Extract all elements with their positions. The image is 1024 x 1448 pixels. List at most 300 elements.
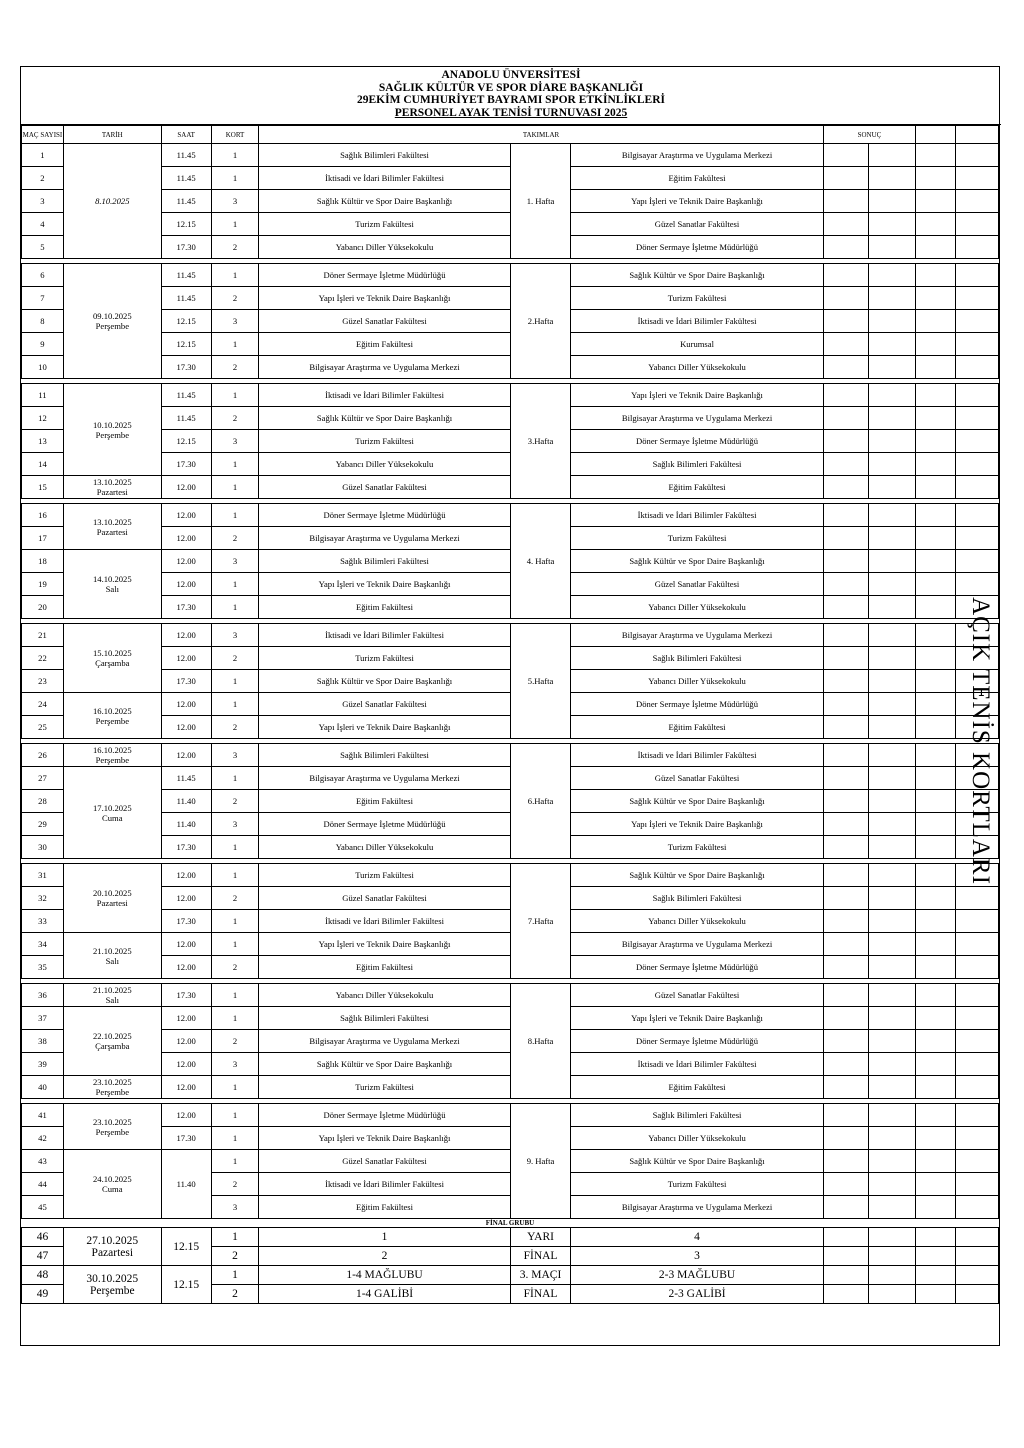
result-extra [916, 767, 956, 790]
team-b: 3 [571, 1247, 823, 1266]
match-row [22, 476, 999, 499]
match-court: 1 [211, 864, 259, 887]
team-b: Bilgisayar Araştırma ve Uygulama Merkezi [571, 624, 823, 647]
result-extra [916, 790, 956, 813]
match-row [22, 1030, 999, 1053]
team-b: Sağlık Bilimleri Fakültesi [571, 453, 823, 476]
match-time: 12.00 [161, 624, 211, 647]
match-court: 2 [211, 1247, 259, 1266]
match-time: 12.15 [161, 213, 211, 236]
result-extra [916, 1285, 956, 1304]
result-extra [916, 744, 956, 767]
match-row [22, 1007, 999, 1030]
score-b [869, 1173, 916, 1196]
match-row [22, 430, 999, 453]
date-value: 30.10.2025 [86, 1272, 139, 1285]
match-number: 18 [22, 550, 64, 573]
match-time: 11.45 [161, 144, 211, 167]
team-b: 2-3 MAĞLUBU [571, 1266, 823, 1285]
score-b [869, 790, 916, 813]
team-b: Sağlık Kültür ve Spor Daire Başkanlığı [571, 864, 823, 887]
score-b [869, 144, 916, 167]
score-a [823, 790, 869, 813]
col-header-blank [916, 126, 956, 144]
result-extra [916, 573, 956, 596]
score-b [869, 333, 916, 356]
score-b [869, 213, 916, 236]
final-group-header [22, 1219, 999, 1228]
date-value: 8.10.2025 [95, 196, 130, 206]
team-b: Güzel Sanatlar Fakültesi [571, 767, 823, 790]
score-b [869, 767, 916, 790]
match-number: 42 [22, 1127, 64, 1150]
result-extra [916, 624, 956, 647]
match-row [22, 744, 999, 767]
match-row [22, 550, 999, 573]
match-court: 2 [211, 647, 259, 670]
day-name: Cuma [102, 1184, 123, 1194]
final-match-row [22, 1266, 999, 1285]
team-a: Sağlık Kültür ve Spor Daire Başkanlığı [259, 190, 510, 213]
team-a: Sağlık Bilimleri Fakültesi [259, 144, 510, 167]
match-time: 17.30 [161, 453, 211, 476]
score-a [823, 1076, 869, 1099]
team-a: 1-4 GALİBİ [259, 1285, 510, 1304]
match-court: 2 [211, 1285, 259, 1304]
team-a: Yapı İşleri ve Teknik Daire Başkanlığı [259, 573, 510, 596]
date-value: 23.10.2025 [92, 1077, 132, 1087]
team-b: Sağlık Kültür ve Spor Daire Başkanlığı [571, 790, 823, 813]
score-b [869, 190, 916, 213]
score-b [869, 384, 916, 407]
score-b [869, 647, 916, 670]
match-court: 2 [211, 1030, 259, 1053]
team-b: Güzel Sanatlar Fakültesi [571, 573, 823, 596]
score-a [823, 1247, 869, 1266]
score-a [823, 647, 869, 670]
date-value: 27.10.2025 [86, 1234, 139, 1247]
result-extra [916, 1030, 956, 1053]
score-b [869, 167, 916, 190]
result-extra [916, 550, 956, 573]
match-court: 1 [211, 1228, 259, 1247]
match-schedule-table [21, 125, 999, 1304]
match-row [22, 864, 999, 887]
result-extra [916, 453, 956, 476]
column-header-row [22, 126, 999, 144]
match-number: 16 [22, 504, 64, 527]
match-number: 31 [22, 864, 64, 887]
match-row [22, 504, 999, 527]
match-court: 1 [211, 1104, 259, 1127]
date-value: 16.10.2025 [92, 705, 132, 716]
match-court: 1 [211, 144, 259, 167]
day-name: Perşembe [95, 755, 130, 765]
score-b [869, 1007, 916, 1030]
result-extra [916, 264, 956, 287]
match-row [22, 624, 999, 647]
team-b: Turizm Fakültesi [571, 287, 823, 310]
round-label: FİNAL [510, 1247, 571, 1266]
match-court: 3 [211, 430, 259, 453]
score-b [869, 933, 916, 956]
match-time: 17.30 [161, 236, 211, 259]
team-a: Turizm Fakültesi [259, 1076, 510, 1099]
match-number: 11 [22, 384, 64, 407]
match-number: 4 [22, 213, 64, 236]
match-number: 29 [22, 813, 64, 836]
match-time: 12.00 [161, 1104, 211, 1127]
score-a [823, 1228, 869, 1247]
team-b: Döner Sermaye İşletme Müdürlüğü [571, 1030, 823, 1053]
match-row [22, 167, 999, 190]
match-date [63, 476, 161, 499]
result-extra [916, 1150, 956, 1173]
team-a: 1-4 MAĞLUBU [259, 1266, 510, 1285]
day-name: Cuma [102, 812, 123, 823]
week-label: 3.Hafta [510, 384, 571, 499]
score-a [823, 956, 869, 979]
score-a [823, 407, 869, 430]
day-name: Salı [105, 584, 119, 594]
result-extra [916, 813, 956, 836]
week-label: 2.Hafta [510, 264, 571, 379]
result-extra [916, 1076, 956, 1099]
result-extra [916, 504, 956, 527]
score-a [823, 1007, 869, 1030]
score-a [823, 1173, 869, 1196]
team-b: Bilgisayar Araştırma ve Uygulama Merkezi [571, 1196, 823, 1219]
match-number: 6 [22, 264, 64, 287]
col-header-takimlar: TAKIMLAR [259, 126, 823, 144]
score-a [823, 910, 869, 933]
team-a: Eğitim Fakültesi [259, 790, 510, 813]
col-header-kort: KORT [211, 126, 259, 144]
match-number: 38 [22, 1030, 64, 1053]
result-extra [916, 670, 956, 693]
team-b: Kurumsal [571, 333, 823, 356]
score-b [869, 1030, 916, 1053]
score-b [869, 1285, 916, 1304]
match-time: 12.00 [161, 550, 211, 573]
result-extra [916, 1266, 956, 1285]
team-a: Güzel Sanatlar Fakültesi [259, 476, 510, 499]
match-date [63, 550, 161, 619]
match-row [22, 813, 999, 836]
day-name: Çarşamba [95, 1041, 130, 1051]
result-extra [916, 167, 956, 190]
score-b [869, 984, 916, 1007]
match-number: 21 [22, 624, 64, 647]
match-number: 28 [22, 790, 64, 813]
day-name: Perşembe [95, 715, 130, 726]
round-label: 3. MAÇI [510, 1266, 571, 1285]
match-time: 12.00 [161, 864, 211, 887]
match-row [22, 836, 999, 859]
result-extra [916, 1007, 956, 1030]
score-b [869, 1247, 916, 1266]
match-court: 1 [211, 1076, 259, 1099]
team-a: Bilgisayar Araştırma ve Uygulama Merkezi [259, 1030, 510, 1053]
score-b [869, 407, 916, 430]
score-a [823, 356, 869, 379]
week-label: 5.Hafta [510, 624, 571, 739]
team-b: Sağlık Bilimleri Fakültesi [571, 647, 823, 670]
match-court: 1 [211, 384, 259, 407]
score-a [823, 333, 869, 356]
team-b: Yapı İşleri ve Teknik Daire Başkanlığı [571, 190, 823, 213]
team-a: Döner Sermaye İşletme Müdürlüğü [259, 504, 510, 527]
score-a [823, 1127, 869, 1150]
score-a [823, 310, 869, 333]
score-b [869, 1196, 916, 1219]
team-a: Turizm Fakültesi [259, 213, 510, 236]
match-number: 8 [22, 310, 64, 333]
result-extra [916, 527, 956, 550]
match-number: 26 [22, 744, 64, 767]
match-number: 32 [22, 887, 64, 910]
match-date [63, 984, 161, 1007]
match-time: 12.00 [161, 744, 211, 767]
score-a [823, 1196, 869, 1219]
team-a: Turizm Fakültesi [259, 864, 510, 887]
match-time: 12.15 [161, 333, 211, 356]
match-row [22, 144, 999, 167]
team-a: Güzel Sanatlar Fakültesi [259, 887, 510, 910]
team-b: Yabancı Diller Yüksekokulu [571, 1127, 823, 1150]
match-court: 1 [211, 767, 259, 790]
score-b [869, 430, 916, 453]
match-court: 1 [211, 596, 259, 619]
final-match-row [22, 1228, 999, 1247]
match-court: 1 [211, 573, 259, 596]
match-time: 12.00 [161, 527, 211, 550]
court-side-label: AÇIK TENİS KORTLARI [966, 597, 994, 885]
week-label: 4. Hafta [510, 504, 571, 619]
week-label: 6.Hafta [510, 744, 571, 859]
team-a: Bilgisayar Araştırma ve Uygulama Merkezi [259, 527, 510, 550]
match-number: 24 [22, 693, 64, 716]
score-a [823, 670, 869, 693]
match-number: 48 [22, 1266, 64, 1285]
date-value: 13.10.2025 [92, 477, 132, 487]
match-date [63, 144, 161, 259]
match-number: 10 [22, 356, 64, 379]
match-row [22, 287, 999, 310]
score-a [823, 864, 869, 887]
match-court: 1 [211, 453, 259, 476]
match-number: 30 [22, 836, 64, 859]
col-header-saat: SAAT [161, 126, 211, 144]
score-b [869, 550, 916, 573]
team-b: Sağlık Kültür ve Spor Daire Başkanlığı [571, 264, 823, 287]
match-time: 11.45 [161, 264, 211, 287]
team-b: Eğitim Fakültesi [571, 716, 823, 739]
match-number: 46 [22, 1228, 64, 1247]
team-b: İktisadi ve İdari Bilimler Fakültesi [571, 504, 823, 527]
match-time: 12.00 [161, 1007, 211, 1030]
score-b [869, 1228, 916, 1247]
team-a: Sağlık Bilimleri Fakültesi [259, 1007, 510, 1030]
result-extra [916, 836, 956, 859]
result-extra [916, 213, 956, 236]
match-row [22, 573, 999, 596]
team-b: Yabancı Diller Yüksekokulu [571, 356, 823, 379]
match-court: 3 [211, 1196, 259, 1219]
header-line-1: ANADOLU ÜNVERSİTESİ [441, 69, 581, 81]
match-row [22, 213, 999, 236]
result-extra [916, 1173, 956, 1196]
col-header-sonuc: SONUÇ [823, 126, 916, 144]
match-number: 47 [22, 1247, 64, 1266]
match-row [22, 596, 999, 619]
team-a: Sağlık Kültür ve Spor Daire Başkanlığı [259, 670, 510, 693]
match-row [22, 264, 999, 287]
score-a [823, 596, 869, 619]
team-a: Turizm Fakültesi [259, 430, 510, 453]
match-court: 2 [211, 716, 259, 739]
date-value: 15.10.2025 [92, 648, 132, 658]
match-date [63, 1150, 161, 1219]
team-a: Güzel Sanatlar Fakültesi [259, 1150, 510, 1173]
team-a: Yabancı Diller Yüksekokulu [259, 836, 510, 859]
result-extra [916, 956, 956, 979]
match-row [22, 984, 999, 1007]
result-extra [916, 1104, 956, 1127]
match-number: 33 [22, 910, 64, 933]
match-date [63, 264, 161, 379]
match-court: 1 [211, 504, 259, 527]
score-b [869, 476, 916, 499]
team-a: Güzel Sanatlar Fakültesi [259, 693, 510, 716]
score-a [823, 813, 869, 836]
match-time: 12.00 [161, 887, 211, 910]
team-a: Döner Sermaye İşletme Müdürlüğü [259, 1104, 510, 1127]
score-b [869, 504, 916, 527]
match-row [22, 647, 999, 670]
team-a: Yapı İşleri ve Teknik Daire Başkanlığı [259, 933, 510, 956]
score-a [823, 1053, 869, 1076]
match-number: 44 [22, 1173, 64, 1196]
team-b: 2-3 GALİBİ [571, 1285, 823, 1304]
match-court: 3 [211, 190, 259, 213]
match-date [63, 864, 161, 933]
match-row [22, 310, 999, 333]
team-a: İktisadi ve İdari Bilimler Fakültesi [259, 1173, 510, 1196]
team-a: 1 [259, 1228, 510, 1247]
day-name: Çarşamba [95, 658, 130, 668]
match-number: 45 [22, 1196, 64, 1219]
result-extra [916, 430, 956, 453]
match-number: 36 [22, 984, 64, 1007]
match-court: 3 [211, 624, 259, 647]
team-a: İktisadi ve İdari Bilimler Fakültesi [259, 384, 510, 407]
match-number: 2 [22, 167, 64, 190]
score-b [869, 1104, 916, 1127]
score-a [823, 984, 869, 1007]
team-b: Yapı İşleri ve Teknik Daire Başkanlığı [571, 1007, 823, 1030]
team-a: Yabancı Diller Yüksekokulu [259, 236, 510, 259]
result-extra [916, 356, 956, 379]
score-b [869, 693, 916, 716]
match-time: 12.00 [161, 573, 211, 596]
match-date [63, 1104, 161, 1150]
score-a [823, 887, 869, 910]
score-a [823, 767, 869, 790]
score-a [823, 933, 869, 956]
match-time: 12.00 [161, 1030, 211, 1053]
match-number: 12 [22, 407, 64, 430]
date-value: 24.10.2025 [92, 1174, 132, 1184]
score-a [823, 550, 869, 573]
team-a: Sağlık Kültür ve Spor Daire Başkanlığı [259, 407, 510, 430]
score-a [823, 1266, 869, 1285]
team-a: Sağlık Kültür ve Spor Daire Başkanlığı [259, 1053, 510, 1076]
team-a: İktisadi ve İdari Bilimler Fakültesi [259, 624, 510, 647]
day-name: Pazartesi [96, 526, 128, 537]
match-row [22, 1076, 999, 1099]
score-b [869, 287, 916, 310]
match-time: 12.15 [161, 1228, 211, 1266]
result-extra [916, 933, 956, 956]
team-b: Yapı İşleri ve Teknik Daire Başkanlığı [571, 813, 823, 836]
match-court: 1 [211, 476, 259, 499]
day-name: Salı [105, 955, 119, 966]
team-b: Döner Sermaye İşletme Müdürlüğü [571, 956, 823, 979]
match-court: 1 [211, 933, 259, 956]
match-number: 49 [22, 1285, 64, 1304]
match-time: 17.30 [161, 1127, 211, 1150]
match-court: 1 [211, 333, 259, 356]
match-court: 1 [211, 264, 259, 287]
match-number: 19 [22, 573, 64, 596]
team-b: Yabancı Diller Yüksekokulu [571, 670, 823, 693]
match-number: 9 [22, 333, 64, 356]
score-b [869, 744, 916, 767]
match-time: 12.00 [161, 1076, 211, 1099]
team-b: Eğitim Fakültesi [571, 1076, 823, 1099]
team-b: Bilgisayar Araştırma ve Uygulama Merkezi [571, 933, 823, 956]
team-a: Döner Sermaye İşletme Müdürlüğü [259, 813, 510, 836]
col-header-tarih: TARİH [63, 126, 161, 144]
result-extra [916, 1247, 956, 1266]
date-value: 20.10.2025 [92, 888, 132, 898]
week-label: 1. Hafta [510, 144, 571, 259]
match-court: 1 [211, 693, 259, 716]
match-number: 14 [22, 453, 64, 476]
date-value: 17.10.2025 [92, 802, 132, 813]
result-extra [916, 1196, 956, 1219]
match-court: 1 [211, 167, 259, 190]
match-row [22, 407, 999, 430]
match-date [63, 933, 161, 979]
team-b: Sağlık Bilimleri Fakültesi [571, 1104, 823, 1127]
header-line-4: PERSONEL AYAK TENİSİ TURNUVASI 2025 [394, 106, 628, 119]
day-name: Perşembe [95, 321, 130, 331]
match-number: 40 [22, 1076, 64, 1099]
day-name: Perşembe [95, 1087, 130, 1097]
score-a [823, 1030, 869, 1053]
match-time: 12.00 [161, 716, 211, 739]
day-name: Perşembe [95, 1126, 130, 1137]
match-time: 17.30 [161, 356, 211, 379]
match-date [63, 1266, 161, 1304]
result-extra [916, 1228, 956, 1247]
match-row [22, 384, 999, 407]
date-value: 16.10.2025 [92, 745, 132, 755]
result-extra [916, 287, 956, 310]
match-date [63, 767, 161, 859]
